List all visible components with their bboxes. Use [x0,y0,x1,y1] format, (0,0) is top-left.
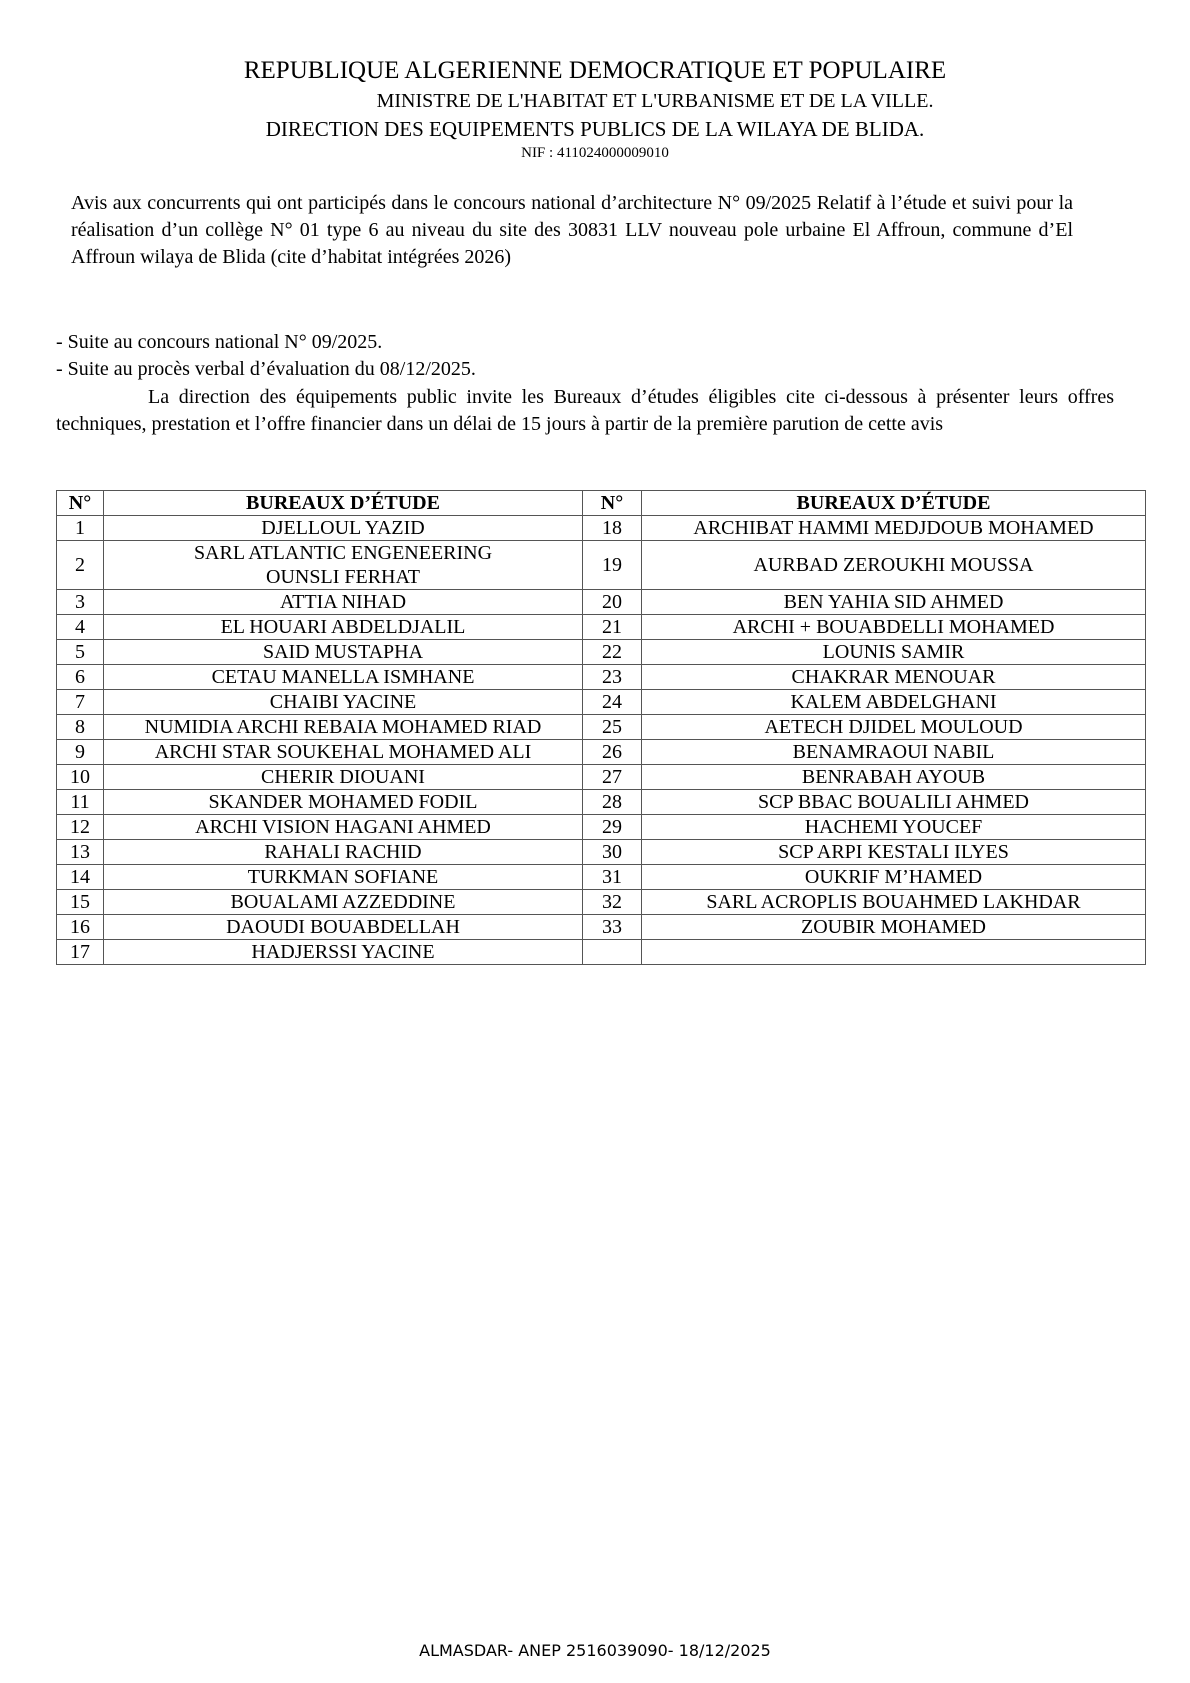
bureau-name-left: DJELLOUL YAZID [104,516,583,541]
bureau-name-left: TURKMAN SOFIANE [104,865,583,890]
header-nif: NIF : 411024000009010 [521,145,669,161]
bureau-name-line-2: OUNSLI FERHAT [266,566,420,588]
avis-paragraph: Avis aux concurrents qui ont participés dans le concours national d’architecture N° 09/2025 Relatif à l’étude et suivi pour la réalisation d’un collège N° 01 type 6 au niveau du site des 30831 LLV nouveau pole urbaine El Affroun, commune d’El Affroun wilaya de Blida (cite d’habitat intégrées 2026) [71,192,1073,268]
header-direction: DIRECTION DES EQUIPEMENTS PUBLICS DE LA WILAYA DE BLIDA. [265,117,925,141]
bureau-name-right: SCP ARPI KESTALI ILYES [642,840,1146,865]
table-row [57,940,1146,965]
bureau-name-right: HACHEMI YOUCEF [642,815,1146,840]
bureau-name-left: BOUALAMI AZZEDDINE [104,890,583,915]
row-number-left: 2 [57,541,104,590]
bureau-name-left: ARCHI STAR SOUKEHAL MOHAMED ALI [104,740,583,765]
col-header-bureaux-right: BUREAUX D’ÉTUDE [642,491,1146,516]
bureau-name-right: AETECH DJIDEL MOULOUD [642,715,1146,740]
row-number-right: 28 [583,790,642,815]
table-row [57,840,1146,865]
bureau-name-left: DAOUDI BOUABDELLAH [104,915,583,940]
bureau-name-right: AURBAD ZEROUKHI MOUSSA [642,541,1146,590]
suite-concours: - Suite au concours national N° 09/2025. [56,331,383,353]
table-row [57,516,1146,541]
row-number-right: 32 [583,890,642,915]
bureau-name-left: CHAIBI YACINE [104,690,583,715]
row-number-right: 24 [583,690,642,715]
row-number-left: 17 [57,940,104,965]
col-header-bureaux-left: BUREAUX D’ÉTUDE [104,491,583,516]
col-header-n-left: N° [57,491,104,516]
bureau-name-right: ZOUBIR MOHAMED [642,915,1146,940]
table-row [57,815,1146,840]
row-number-left: 1 [57,516,104,541]
row-number-right: 19 [583,541,642,590]
col-header-n-right: N° [583,491,642,516]
bureau-name-left: ARCHI VISION HAGANI AHMED [104,815,583,840]
row-number-right [583,940,642,965]
bureau-name-line-1: SARL ATLANTIC ENGENEERING [193,542,493,564]
row-number-left: 10 [57,765,104,790]
bureau-name-right: SARL ACROPLIS BOUAHMED LAKHDAR [642,890,1146,915]
table-row [57,541,1146,590]
row-number-right: 22 [583,640,642,665]
bureau-name-right: OUKRIF M’HAMED [642,865,1146,890]
row-number-left: 15 [57,890,104,915]
table-row [57,790,1146,815]
bureau-name-left: SAID MUSTAPHA [104,640,583,665]
bureau-name-left: SKANDER MOHAMED FODIL [104,790,583,815]
row-number-right: 21 [583,615,642,640]
bureau-name-right: KALEM ABDELGHANI [642,690,1146,715]
row-number-right: 31 [583,865,642,890]
bureau-name-left: RAHALI RACHID [104,840,583,865]
row-number-left: 3 [57,590,104,615]
header-republique: REPUBLIQUE ALGERIENNE DEMOCRATIQUE ET POPULAIRE [243,57,947,84]
bureau-name-right [642,940,1146,965]
row-number-left: 16 [57,915,104,940]
bureau-name-right: BEN YAHIA SID AHMED [642,590,1146,615]
footer-reference: ALMASDAR- ANEP 2516039090- 18/12/2025 [419,1641,771,1660]
table-row [57,590,1146,615]
row-number-left: 13 [57,840,104,865]
row-number-right: 23 [583,665,642,690]
table-row [57,640,1146,665]
table-row [57,890,1146,915]
header-ministere: MINISTRE DE L'HABITAT ET L'URBANISME ET DE LA VILLE. [376,90,934,112]
row-number-right: 27 [583,765,642,790]
table-row [57,665,1146,690]
bureau-name-left [104,541,583,590]
bureau-name-right: LOUNIS SAMIR [642,640,1146,665]
bureau-name-right: CHAKRAR MENOUAR [642,665,1146,690]
row-number-right: 30 [583,840,642,865]
row-number-left: 9 [57,740,104,765]
row-number-left: 11 [57,790,104,815]
row-number-left: 8 [57,715,104,740]
row-number-left: 4 [57,615,104,640]
table-row [57,615,1146,640]
row-number-right: 29 [583,815,642,840]
bureau-name-right: BENRABAH AYOUB [642,765,1146,790]
bureau-name-right: ARCHI + BOUABDELLI MOHAMED [642,615,1146,640]
table-row [57,865,1146,890]
row-number-right: 26 [583,740,642,765]
row-number-right: 25 [583,715,642,740]
row-number-left: 14 [57,865,104,890]
bureau-name-right: ARCHIBAT HAMMI MEDJDOUB MOHAMED [642,516,1146,541]
bureau-name-left: EL HOUARI ABDELDJALIL [104,615,583,640]
row-number-left: 5 [57,640,104,665]
row-number-left: 7 [57,690,104,715]
row-number-left: 12 [57,815,104,840]
row-number-left: 6 [57,665,104,690]
table-row [57,715,1146,740]
row-number-right: 33 [583,915,642,940]
table-row [57,740,1146,765]
bureau-name-left: ATTIA NIHAD [104,590,583,615]
bureau-name-left: NUMIDIA ARCHI REBAIA MOHAMED RIAD [104,715,583,740]
bureau-name-left: CETAU MANELLA ISMHANE [104,665,583,690]
bureau-name-right: BENAMRAOUI NABIL [642,740,1146,765]
bureau-name-left: CHERIR DIOUANI [104,765,583,790]
table-header-row [57,491,1146,516]
suite-proces-verbal: - Suite au procès verbal d’évaluation du 08/12/2025. [56,358,476,380]
invitation-paragraph: La direction des équipements public invite les Bureaux d’études éligibles cite ci-dessous à présenter leurs offres techniques, prestation et l’offre financier dans un délai de 15 jours à partir de la première parution de cette avis [56,386,1114,435]
row-number-right: 20 [583,590,642,615]
bureau-name-left: HADJERSSI YACINE [104,940,583,965]
table-row [57,765,1146,790]
table-row [57,690,1146,715]
bureau-name-right: SCP BBAC BOUALILI AHMED [642,790,1146,815]
table-row [57,915,1146,940]
bureaux-table [56,490,1146,965]
row-number-right: 18 [583,516,642,541]
